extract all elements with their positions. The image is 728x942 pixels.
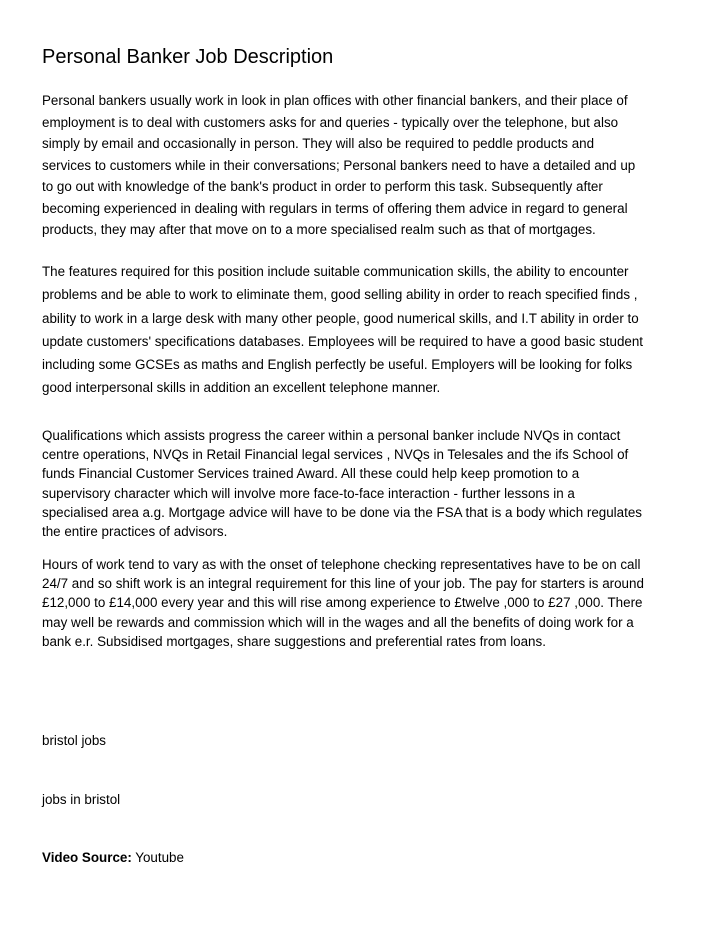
video-source bbox=[42, 848, 184, 867]
paragraph-qualifications bbox=[42, 426, 687, 541]
bristol-jobs-link[interactable]: bristol jobs bbox=[42, 733, 107, 748]
paragraph-line: Personal bankers usually work in look in plan offices with other financial bankers, and their place of bbox=[42, 93, 628, 108]
paragraph-line: including some GCSEs as maths and English perfectly be useful. Employers will be looking for folks bbox=[42, 357, 633, 373]
paragraph-line: update customers' specifications databases. Employees will be required to have a good basic student bbox=[42, 333, 644, 349]
paragraph-line: problems and be able to work to eliminate them, good selling ability in order to reach specified finds , bbox=[42, 287, 638, 303]
paragraph-line: bank e.r. Subsidised mortgages, share suggestions and preferential rates from loans. bbox=[42, 633, 546, 649]
paragraph-line: The features required for this position include suitable communication skills, the ability to encounter bbox=[42, 264, 629, 279]
paragraph-line: the entire practices of advisors. bbox=[42, 524, 228, 540]
paragraph-line: products, they may after that move on to a more specialised realm such as that of mortgages. bbox=[42, 222, 596, 237]
paragraph-line: funds Financial Customer Services trained Award. All these could help keep promotion to a bbox=[42, 466, 580, 482]
paragraph-line: to go out with knowledge of the bank's product in order to perform this task. Subsequently after bbox=[42, 179, 603, 194]
paragraph-line: employment is to deal with customers asks for and queries - typically over the telephone, but also bbox=[42, 114, 619, 130]
paragraph-line: ability to work in a large desk with many other people, good numerical skills, and I.T ability in order to bbox=[42, 310, 639, 326]
paragraph-line: simply by email and occasionally in person. They will also be required to peddle products and bbox=[42, 136, 595, 151]
paragraph-line: becoming experienced in dealing with regulars in terms of offering them advice in regard to general bbox=[42, 200, 628, 216]
paragraph-line: supervisory character which will involve more face-to-face interaction - further lessons in a bbox=[42, 485, 575, 501]
paragraph-role-overview bbox=[42, 90, 687, 241]
paragraph-line: centre operations, NVQs in Retail Financial legal services , NVQs in Telesales and the ifs School of bbox=[42, 447, 629, 463]
jobs-in-bristol-link[interactable]: jobs in bristol bbox=[42, 792, 121, 807]
paragraph-hours-and-pay bbox=[42, 555, 687, 651]
video-source-label: Video Source: bbox=[42, 850, 132, 865]
paragraph-required-features bbox=[42, 260, 687, 400]
paragraph-line: good interpersonal skills in addition an excellent telephone manner. bbox=[42, 380, 441, 396]
page-title: Personal Banker Job Description bbox=[42, 46, 334, 68]
paragraph-line: Hours of work tend to vary as with the onset of telephone checking representatives have to be on call bbox=[42, 557, 641, 572]
paragraph-line: services to customers while in their conversations; Personal bankers need to have a detailed and up bbox=[42, 157, 636, 173]
paragraph-line: specialised area a.g. Mortgage advice will have to be done via the FSA that is a body which regulates bbox=[42, 504, 642, 520]
paragraph-line: 24/7 and so shift work is an integral requirement for this line of your job. The pay for starters is around bbox=[42, 576, 644, 592]
paragraph-line: Qualifications which assists progress the career within a personal banker include NVQs in contact bbox=[42, 428, 621, 443]
video-source-value: Youtube bbox=[135, 850, 184, 865]
paragraph-line: £12,000 to £14,000 every year and this will rise among experience to £twelve ,000 to £27 ,000. There bbox=[42, 595, 643, 611]
paragraph-line: may well be rewards and commission which will in the wages and all the benefits of doing work for a bbox=[42, 614, 634, 630]
